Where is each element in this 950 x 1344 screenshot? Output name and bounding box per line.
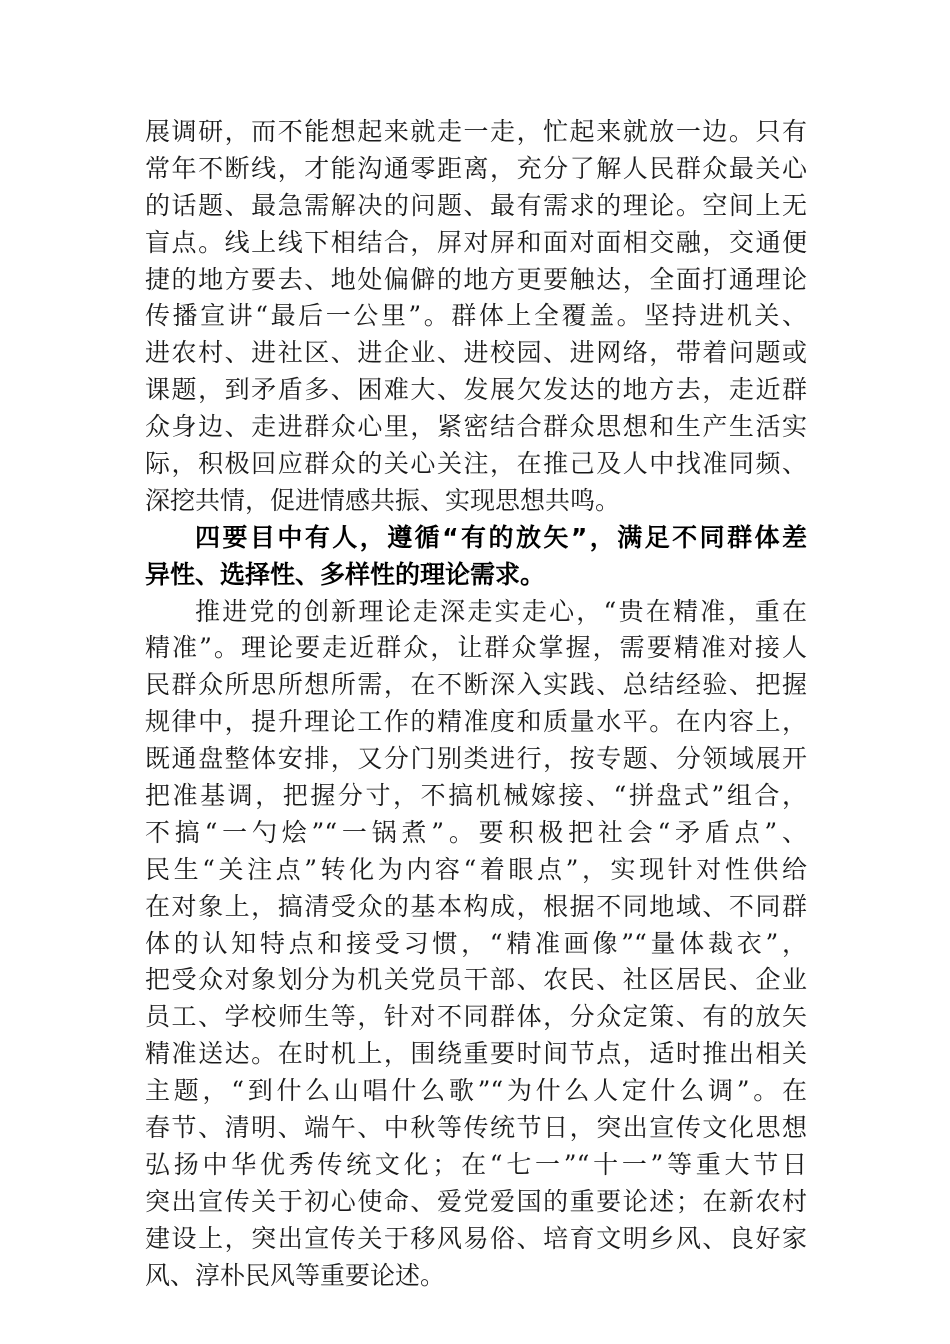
text-line: 春节、清明、端午、中秋等传统节日，突出宣传文化思想 [145,1113,807,1143]
text-line: 风、淳朴民风等重要论述。 [145,1260,446,1290]
heading-line: 四要目中有人，遵循“有的放矢”，满足不同群体差 [195,522,807,552]
text-line: 展调研，而不能想起来就走一走，忙起来就放一边。只有 [145,117,807,146]
text-line: 体的认知特点和接受习惯，“精准画像”“量体裁衣”， [145,928,807,958]
text-line: 规律中，提升理论工作的精准度和质量水平。在内容上， [145,707,807,737]
text-line: 在对象上，搞清受众的基本构成，根据不同地域、不同群 [145,891,807,921]
text-line: 突出宣传关于初心使命、爱党爱国的重要论述；在新农村 [145,1186,807,1216]
text-line: 民生“关注点”转化为内容“着眼点”，实现针对性供给 [145,854,807,884]
text-line: 员工、学校师生等，针对不同群体，分众定策、有的放矢 [145,1002,807,1032]
heading-line: 异性、选择性、多样性的理论需求。 [145,559,546,589]
text-line: 传播宣讲“最后一公里”。群体上全覆盖。坚持进机关、 [145,301,807,331]
text-line: 弘扬中华优秀传统文化；在“七一”“十一”等重大节日 [145,1149,807,1179]
body-paragraph [145,114,807,520]
text-line: 建设上，突出宣传关于移风易俗、培育文明乡风、良好家 [145,1223,807,1253]
text-line: 盲点。线上线下相结合，屏对屏和面对面相交融，交通便 [145,227,807,257]
text-line: 众身边、走进群众心里，紧密结合群众思想和生产生活实 [145,412,807,442]
text-line: 精准送达。在时机上，围绕重要时间节点，适时推出相关 [145,1039,807,1069]
text-line: 捷的地方要去、地处偏僻的地方更要触达，全面打通理论 [145,264,807,294]
section-heading [145,520,807,594]
text-line: 推进党的创新理论走深走实走心，“贵在精准，重在 [195,596,807,626]
text-line: 把准基调，把握分寸，不搞机械嫁接、“拼盘式”组合， [145,781,807,811]
text-line: 精准”。理论要走近群众，让群众掌握，需要精准对接人 [145,633,807,663]
text-line: 不搞“一勺烩”“一锅煮”。要积极把社会“矛盾点”、 [145,817,807,847]
text-line: 课题，到矛盾多、困难大、发展欠发达的地方去，走近群 [145,375,807,405]
text-line: 民群众所思所想所需，在不断深入实践、总结经验、把握 [145,670,807,700]
body-paragraph [145,594,807,1295]
text-line: 常年不断线，才能沟通零距离，充分了解人民群众最关心 [145,153,807,183]
text-line: 把受众对象划分为机关党员干部、农民、社区居民、企业 [145,965,807,995]
text-line: 主题，“到什么山唱什么歌”“为什么人定什么调”。在 [145,1076,807,1106]
text-line: 的话题、最急需解决的问题、最有需求的理论。空间上无 [145,190,807,220]
text-line: 际，积极回应群众的关心关注，在推己及人中找准同频、 [145,449,807,479]
text-line: 深挖共情，促进情感共振、实现思想共鸣。 [145,485,621,515]
document-page [145,114,807,1295]
text-line: 既通盘整体安排，又分门别类进行，按专题、分领域展开 [145,744,807,774]
text-line: 进农村、进社区、进企业、进校园、进网络，带着问题或 [145,338,807,368]
